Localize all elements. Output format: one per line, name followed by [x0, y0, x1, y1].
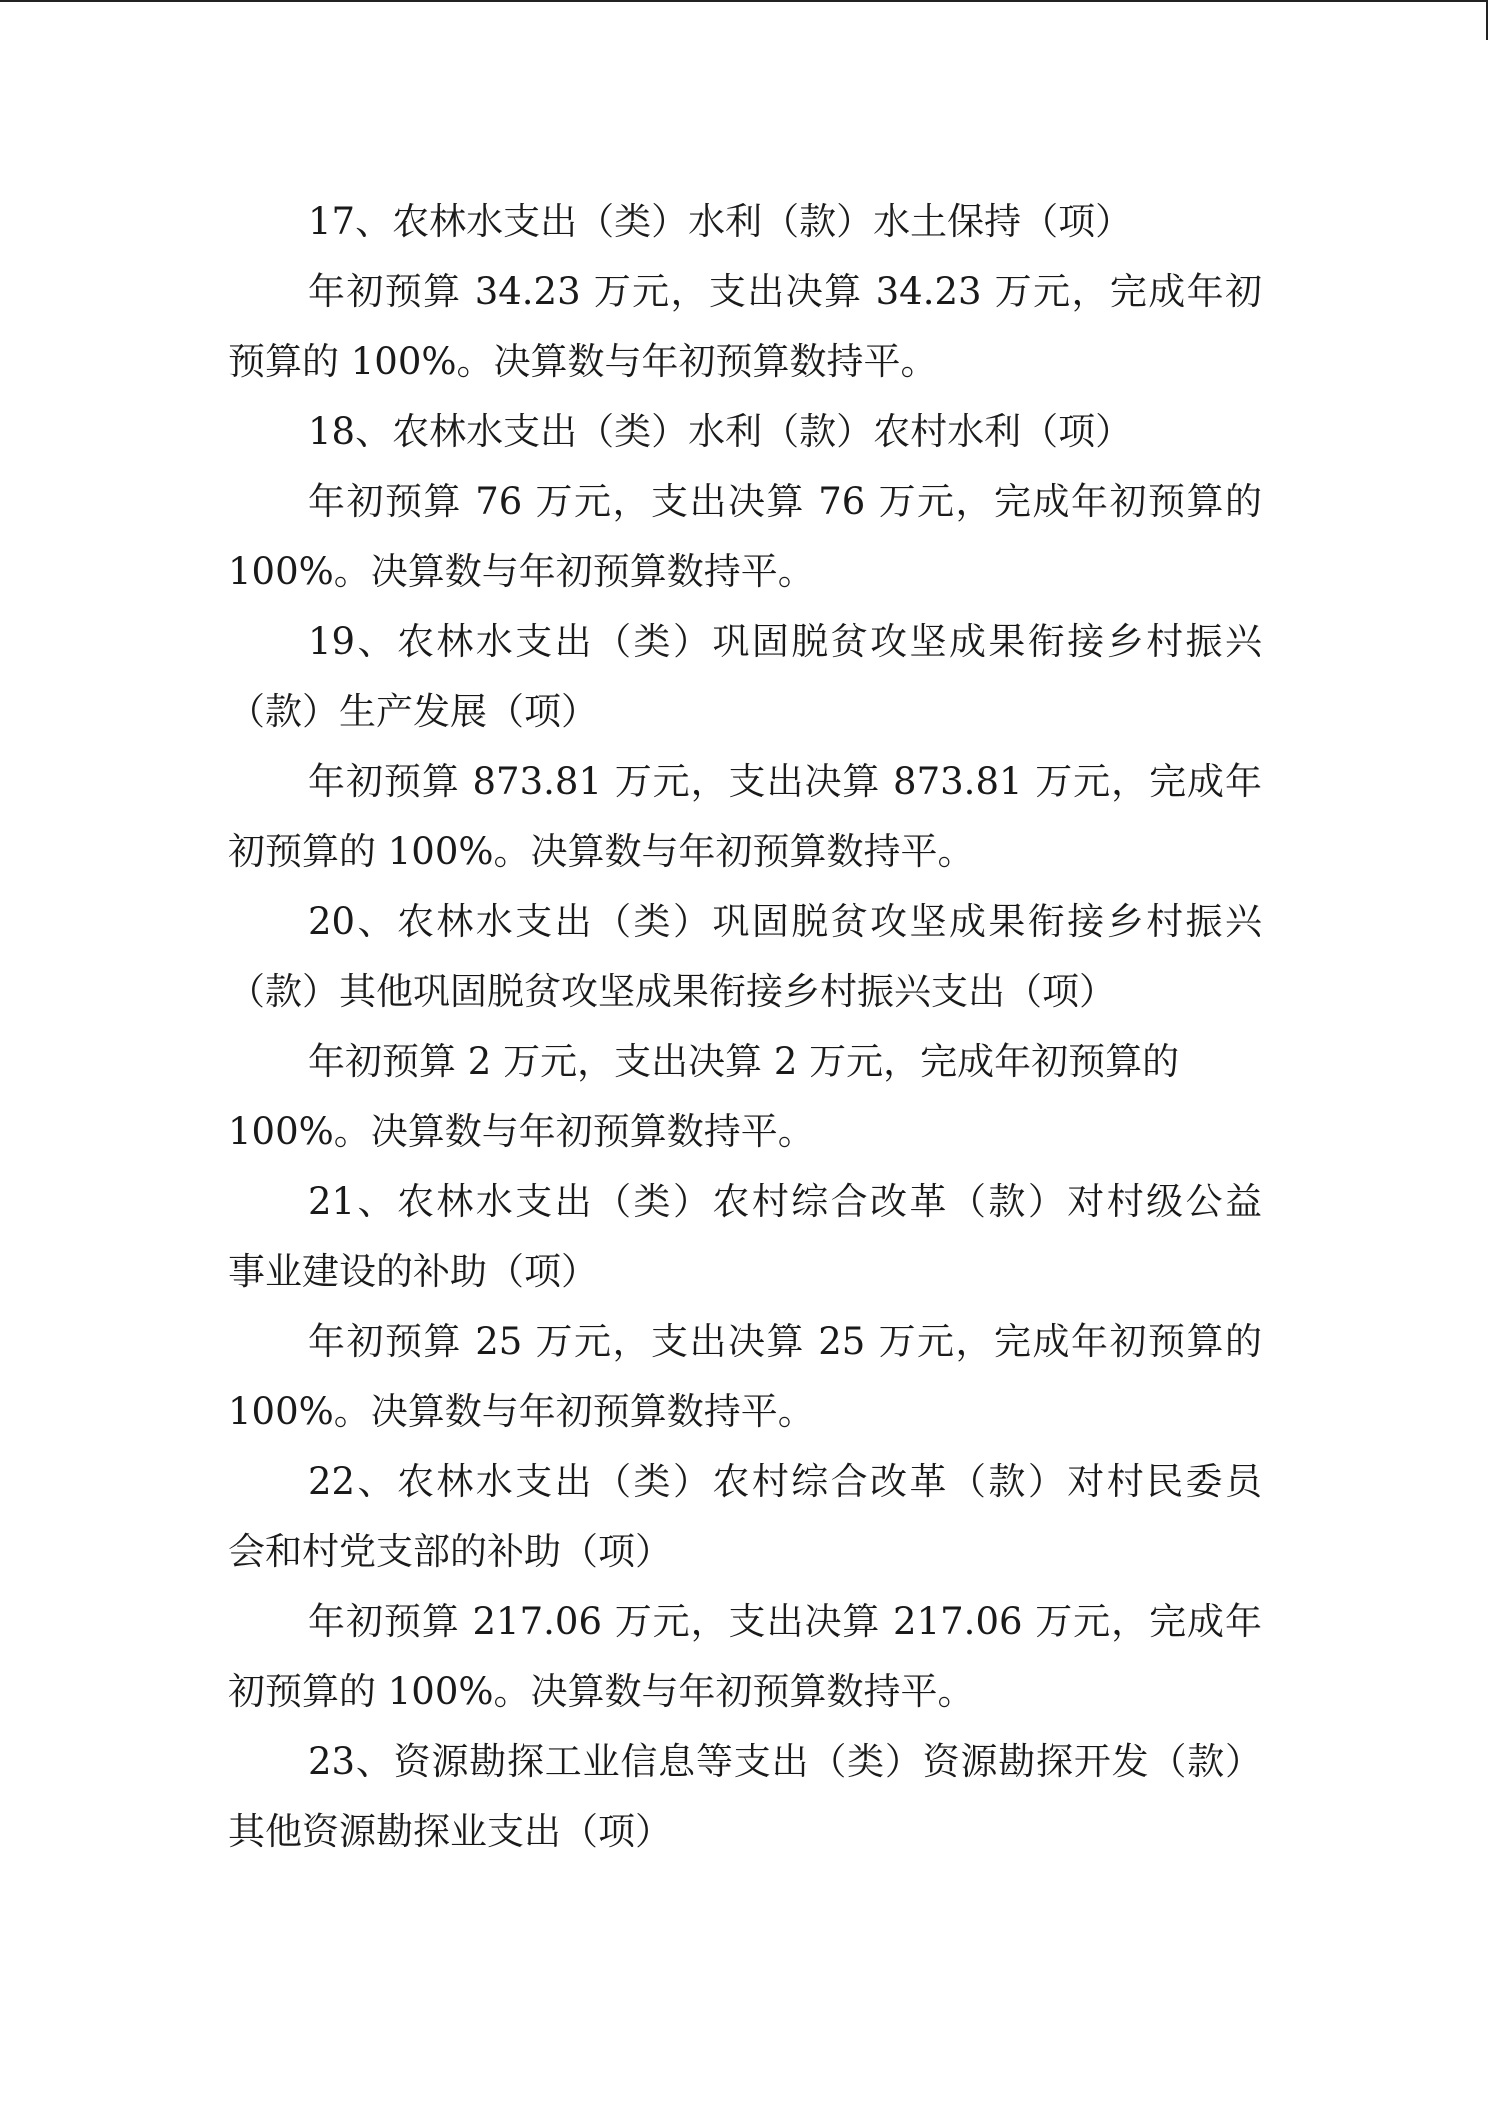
item-19-text-line-2: 初预算的 100%。决算数与年初预算数持平。 — [228, 830, 975, 873]
item-23-heading-line-2: 其他资源勘探业支出（项） — [228, 1810, 672, 1853]
item-22-text-line-1: 年初预算 217.06 万元，支出决算 217.06 万元，完成年 — [308, 1600, 1262, 1643]
item-17-heading: 17、农林水支出（类）水利（款）水土保持（项） — [308, 200, 1133, 243]
item-19-text-line-1: 年初预算 873.81 万元，支出决算 873.81 万元，完成年 — [308, 760, 1262, 803]
item-23-heading-line-1: 23、资源勘探工业信息等支出（类）资源勘探开发（款） — [308, 1740, 1262, 1783]
item-21-text-line-2: 100%。决算数与年初预算数持平。 — [228, 1390, 815, 1433]
item-17-text-line-2: 预算的 100%。决算数与年初预算数持平。 — [228, 340, 938, 383]
item-21-text-line-1: 年初预算 25 万元，支出决算 25 万元，完成年初预算的 — [308, 1320, 1262, 1363]
item-22-heading-line-2: 会和村党支部的补助（项） — [228, 1530, 672, 1573]
item-20-text-line-2: 100%。决算数与年初预算数持平。 — [228, 1110, 815, 1153]
item-22-heading-line-1: 22、农林水支出（类）农村综合改革（款）对村民委员 — [308, 1460, 1262, 1503]
item-19-heading-line-1: 19、农林水支出（类）巩固脱贫攻坚成果衔接乡村振兴 — [308, 620, 1262, 663]
item-18-heading: 18、农林水支出（类）水利（款）农村水利（项） — [308, 410, 1133, 453]
item-17-text-line-1: 年初预算 34.23 万元，支出决算 34.23 万元，完成年初 — [308, 270, 1262, 313]
item-18-text-line-1: 年初预算 76 万元，支出决算 76 万元，完成年初预算的 — [308, 480, 1262, 523]
item-20-heading-line-2: （款）其他巩固脱贫攻坚成果衔接乡村振兴支出（项） — [228, 970, 1116, 1013]
item-22-text-line-2: 初预算的 100%。决算数与年初预算数持平。 — [228, 1670, 975, 1713]
item-21-heading-line-1: 21、农林水支出（类）农村综合改革（款）对村级公益 — [308, 1180, 1262, 1223]
page-top-border — [0, 0, 1488, 2]
item-19-heading-line-2: （款）生产发展（项） — [228, 690, 598, 733]
item-20-heading-line-1: 20、农林水支出（类）巩固脱贫攻坚成果衔接乡村振兴 — [308, 900, 1262, 943]
item-18-text-line-2: 100%。决算数与年初预算数持平。 — [228, 550, 815, 593]
item-20-text-line-1: 年初预算 2 万元，支出决算 2 万元，完成年初预算的 — [308, 1040, 1180, 1083]
item-21-heading-line-2: 事业建设的补助（项） — [228, 1250, 598, 1293]
